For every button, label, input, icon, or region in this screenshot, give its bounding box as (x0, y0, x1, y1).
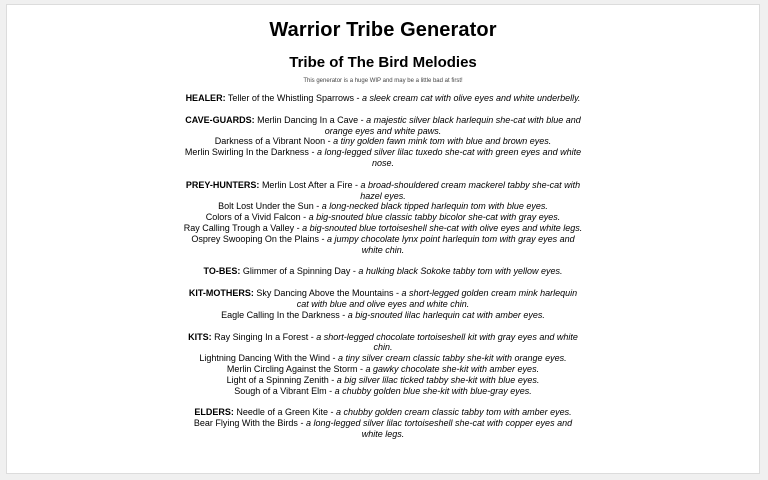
role-label: PREY-HUNTERS: (185, 179, 260, 190)
member-name: Eagle Calling In the Darkness (221, 309, 340, 320)
member-name: Bear Flying With the Birds (193, 418, 298, 429)
member-name: Merlin Circling Against the Storm (226, 363, 358, 374)
tribe-member: ELDERS: Needle of a Green Kite - a chubby golden cream classic tabby tom with amber eyes. (194, 407, 572, 418)
tribe-member: Darkness of a Vibrant Noon - a tiny golden fawn mink tom with blue and brown eyes. (214, 136, 552, 147)
member-description: a short-legged chocolate tortoiseshell kit with gray eyes and white chin. (316, 331, 578, 353)
member-description: a tiny golden fawn mink tom with blue and brown eyes. (333, 136, 552, 147)
member-description: a chubby golden cream classic tabby tom with amber eyes. (335, 407, 572, 418)
member-description: a chubby golden blue she-kit with blue-gray eyes. (334, 385, 532, 396)
tribe-member: Light of a Spinning Zenith - a big silver lilac ticked tabby she-kit with blue eyes. (226, 374, 540, 385)
tribe-member: Merlin Swirling In the Darkness - a long-legged silver lilac tuxedo she-cat with green eyes and white nose. (184, 147, 582, 168)
tribe-roster (7, 93, 759, 440)
member-description: a short-legged golden cream mink harlequin cat with blue and olive eyes and white chin. (296, 288, 578, 309)
member-name: Bolt Lost Under the Sun (218, 201, 314, 212)
member-name: Sky Dancing Above the Mountains (256, 288, 394, 299)
tribe-member: PREY-HUNTERS: Merlin Lost After a Fire - a broad-shouldered cream mackerel tabby she-cat with hazel eyes. (185, 179, 581, 201)
member-name: Glimmer of a Spinning Day (242, 266, 351, 277)
role-group (183, 266, 583, 277)
member-description: a sleek cream cat with olive eyes and white underbelly. (361, 93, 581, 103)
tribe-member: Colors of a Vivid Falcon - a big-snouted blue classic tabby bicolor she-cat with gray eyes. (205, 212, 561, 223)
role-label: TO-BES: (203, 266, 241, 277)
member-name: Colors of a Vivid Falcon (205, 212, 301, 223)
tribe-member: Bear Flying With the Birds - a long-legged silver lilac tortoiseshell she-cat with copper eyes and white legs. (193, 418, 573, 439)
page-title: Warrior Tribe Generator (269, 19, 497, 41)
role-group (183, 288, 583, 320)
tribe-member: HEALER: Teller of the Whistling Sparrows - a sleek cream cat with olive eyes and white underbelly. (185, 93, 581, 103)
role-group (183, 93, 583, 104)
member-description: a big-snouted blue classic tabby bicolor she-cat with gray eyes. (308, 212, 561, 223)
member-description: a tiny silver cream classic tabby she-kit with orange eyes. (337, 353, 567, 364)
member-description: a majestic silver black harlequin she-cat with blue and orange eyes and white paws. (324, 114, 581, 136)
role-label: KIT-MOTHERS: (188, 288, 254, 299)
role-group (183, 332, 583, 397)
wip-note: This generator is a huge WIP and may be a little bad at first! (303, 78, 463, 84)
member-description: a long-legged silver lilac tuxedo she-cat with green eyes and white nose. (316, 147, 582, 168)
member-name: Needle of a Green Kite (236, 407, 328, 418)
tribe-member: Ray Calling Trough a Valley - a big-snouted blue tortoiseshell she-cat with olive eyes and white legs. (183, 222, 583, 233)
member-name: Teller of the Whistling Sparrows (227, 93, 354, 103)
tribe-member: Eagle Calling In the Darkness - a big-snouted lilac harlequin cat with amber eyes. (221, 309, 545, 320)
member-name: Merlin Lost After a Fire (261, 179, 353, 190)
member-description: a hulking black Sokoke tabby tom with yellow eyes. (358, 266, 563, 277)
role-label: HEALER: (185, 93, 226, 103)
member-description: a long-necked black tipped harlequin tom with blue eyes. (321, 201, 548, 212)
role-group (183, 180, 583, 256)
tribe-member: Lightning Dancing With the Wind - a tiny silver cream classic tabby she-kit with orange eyes. (199, 353, 567, 364)
tribe-member: KITS: Ray Singing In a Forest - a short-legged chocolate tortoiseshell kit with gray eyes and white chin. (188, 331, 578, 353)
member-name: Merlin Swirling In the Darkness (184, 147, 309, 158)
member-description: a big-snouted blue tortoiseshell she-cat with olive eyes and white legs. (302, 222, 583, 233)
member-description: a broad-shouldered cream mackerel tabby she-cat with hazel eyes. (360, 179, 581, 201)
generator-page (6, 4, 760, 474)
tribe-member: TO-BES: Glimmer of a Spinning Day - a hulking black Sokoke tabby tom with yellow eyes. (203, 266, 563, 277)
member-name: Lightning Dancing With the Wind (199, 353, 330, 364)
member-name: Sough of a Vibrant Elm (234, 385, 327, 396)
member-name: Ray Calling Trough a Valley (183, 222, 295, 233)
member-name: Darkness of a Vibrant Noon (214, 136, 326, 147)
member-description: a long-legged silver lilac tortoiseshell she-cat with copper eyes and white legs. (305, 418, 573, 439)
tribe-member: CAVE-GUARDS: Merlin Dancing In a Cave - a majestic silver black harlequin she-cat with blue and orange eyes and white paws. (185, 114, 581, 136)
role-label: ELDERS: (194, 407, 234, 418)
member-name: Merlin Dancing In a Cave (257, 114, 359, 125)
role-group (183, 115, 583, 169)
tribe-name: Tribe of The Bird Melodies (289, 54, 477, 71)
tribe-member: Osprey Swooping On the Plains - a jumpy chocolate lynx point harlequin tom with gray eyes and white chin. (191, 233, 575, 255)
tribe-member: Sough of a Vibrant Elm - a chubby golden blue she-kit with blue-gray eyes. (234, 385, 532, 396)
member-description: a gawky chocolate she-kit with amber eyes. (365, 363, 540, 374)
member-name: Ray Singing In a Forest (214, 331, 309, 342)
role-label: KITS: (188, 331, 212, 342)
member-name: Light of a Spinning Zenith (226, 374, 329, 385)
role-label: CAVE-GUARDS: (185, 114, 255, 125)
tribe-member: Bolt Lost Under the Sun - a long-necked black tipped harlequin tom with blue eyes. (218, 201, 548, 212)
member-description: a big-snouted lilac harlequin cat with amber eyes. (347, 309, 545, 320)
role-group (183, 407, 583, 439)
member-description: a jumpy chocolate lynx point harlequin tom with gray eyes and white chin. (326, 233, 575, 255)
tribe-member: Merlin Circling Against the Storm - a gawky chocolate she-kit with amber eyes. (226, 363, 540, 374)
member-description: a big silver lilac ticked tabby she-kit with blue eyes. (336, 374, 540, 385)
tribe-member: KIT-MOTHERS: Sky Dancing Above the Mountains - a short-legged golden cream mink harlequin cat with blue and olive eyes and white chin. (188, 288, 578, 309)
member-name: Osprey Swooping On the Plains (191, 233, 319, 244)
